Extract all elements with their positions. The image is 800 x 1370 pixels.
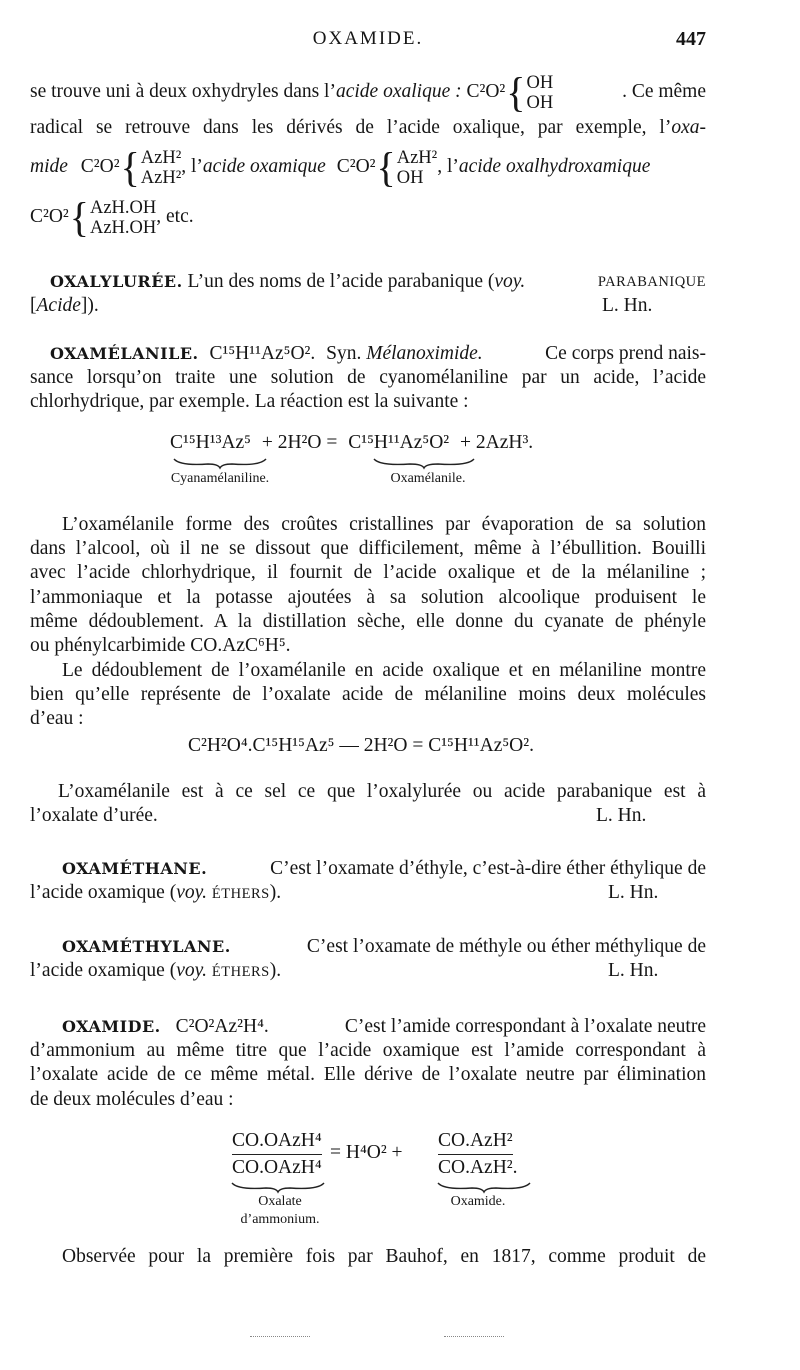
formula-bottom: CO.AzH². xyxy=(438,1157,518,1178)
equation-label: Cyanamélaniline. xyxy=(170,471,270,486)
equation-3-operator: = H⁴O² + xyxy=(330,1142,403,1163)
equation-1 xyxy=(170,432,533,454)
stack-top: OH xyxy=(526,72,554,93)
cross-reference: PARABANIQUE xyxy=(597,274,706,290)
voy-label: voy. xyxy=(494,271,526,292)
paragraph-line: d’eau : xyxy=(30,708,84,729)
entry-text: C’est l’oxamate de méthyle ou éther méthylique de xyxy=(306,936,706,957)
entry-text: l’acide oxamique ( xyxy=(30,882,177,903)
intro-line-2 xyxy=(30,116,706,140)
formula-c2o2: C²O² xyxy=(30,206,69,227)
formula: C²O²Az²H⁴. xyxy=(175,1016,269,1037)
footer-dots xyxy=(444,1336,504,1337)
entry-text: C’est l’amide correspondant à l’oxalate neutre xyxy=(344,1016,706,1037)
voy-label: voy. xyxy=(176,960,208,981)
intro-text: se trouve uni à deux oxhydryles dans l’ xyxy=(30,81,336,102)
voy-label: voy. xyxy=(176,882,208,903)
paragraph-line: ou phénylcarbimide CO.AzC⁶H⁵. xyxy=(30,635,291,656)
stack-top: AzH.OH xyxy=(89,197,157,218)
stack-bottom: OH xyxy=(396,167,424,188)
formula-c2o2: C²O² xyxy=(336,156,376,177)
oxamethylane-entry-line-1 xyxy=(62,935,706,959)
entry-headword: OXAMÉLANILE. xyxy=(50,344,199,363)
formula-stack xyxy=(141,148,181,188)
underbrace-icon xyxy=(374,459,474,468)
equation-label: Oxalate xyxy=(258,1194,302,1209)
entry-text: l’acide oxamique ( xyxy=(30,960,177,981)
running-title: OXAMIDE. xyxy=(312,28,424,49)
oxalyluree-entry-line-2 xyxy=(30,294,706,318)
synonym: Mélanoximide. xyxy=(366,343,483,364)
acide-oxalique-label: acide oxalique : xyxy=(335,81,462,102)
underbrace-icon xyxy=(174,459,266,468)
formula-top: CO.AzH² xyxy=(438,1128,513,1155)
underbrace-icon xyxy=(438,1183,530,1192)
separator: , l’ xyxy=(437,156,459,177)
oxamide-line-2: d’ammonium au même titre que l’acide oxamique est l’amide correspondant à xyxy=(30,1040,706,1061)
formula-c2o2: C²O² xyxy=(80,156,120,177)
entry-text: C’est l’oxamate d’éthyle, c’est-à-dire éther éthylique de xyxy=(270,858,706,879)
bracket-open: [ xyxy=(30,295,37,316)
oxamide-last-line: Observée pour la première fois par Bauhof, en 1817, comme produit de xyxy=(62,1246,706,1267)
left-brace-icon: { xyxy=(376,143,396,191)
cross-reference: ÉTHERS xyxy=(211,886,270,902)
equation-label: Oxamélanile. xyxy=(390,471,466,486)
entry-text: ). xyxy=(269,960,282,981)
entry-text: l’oxalate d’urée. xyxy=(30,805,158,826)
term-oxamelanile: C¹⁵H¹¹Az⁵O² xyxy=(348,432,450,453)
syn-label: Syn. xyxy=(326,343,362,364)
oxamelanile-line-2: sance lorsqu’on traite une solution de cyanomélaniline par un acide, l’acide xyxy=(30,367,706,388)
oxamethylane-entry-line-2 xyxy=(30,959,706,984)
formula-bottom: CO.OAzH⁴ xyxy=(232,1157,322,1178)
acide-oxalhydroxamique-label: acide oxalhydroxamique xyxy=(458,156,651,177)
underbrace-svg xyxy=(228,1180,548,1194)
paragraph-line: l’ammoniaque et la potasse ajoutées à sa solution alcoolique produisent le xyxy=(30,587,706,608)
paragraph-line: Le dédoublement de l’oxamélanile en acide oxalique et en mélaniline montre xyxy=(62,660,706,681)
running-head xyxy=(30,28,706,54)
underbrace-svg xyxy=(170,456,570,470)
entry-text: ). xyxy=(269,882,282,903)
oxamelanile-line-3: chlorhydrique, par exemple. La réaction est la suivante : xyxy=(30,391,469,412)
stack-top: AzH² xyxy=(396,147,438,168)
footer-dots xyxy=(250,1336,310,1337)
oxalyluree-entry-line-1 xyxy=(50,270,706,294)
acide-word: Acide xyxy=(36,295,81,316)
author-signature: L. Hn. xyxy=(608,960,659,981)
equation-operator: + 2H²O = xyxy=(261,432,338,453)
author-signature: L. Hn. xyxy=(608,882,659,903)
term-cyanamelaniline: C¹⁵H¹³Az⁵ xyxy=(170,432,251,453)
entry-headword: OXAMÉTHANE. xyxy=(62,859,208,878)
stack-bottom: OH xyxy=(526,92,554,113)
paragraph-line: bien qu’elle représente de l’oxalate acide de mélaniline moins deux molécules xyxy=(30,684,706,705)
intro-line-3 xyxy=(30,144,706,190)
author-signature: L. Hn. xyxy=(596,805,647,826)
equation-operator: + 2AzH³. xyxy=(460,432,534,453)
entry-headword: OXALYLURÉE. xyxy=(50,272,183,291)
paragraph-line: dans l’alcool, où il ne se dissout que difficilement, même à l’ébullition. Bouilli xyxy=(30,538,706,559)
oxamide-line-4: de deux molécules d’eau : xyxy=(30,1089,234,1110)
intro-line-4 xyxy=(30,194,706,240)
underbrace-icon xyxy=(232,1183,324,1192)
author-signature: L. Hn. xyxy=(602,295,653,316)
stack-bottom: AzH² xyxy=(140,167,182,188)
entry-text: L’un des noms de l’acide parabanique ( xyxy=(187,271,495,292)
left-brace-icon: { xyxy=(506,68,526,116)
paragraph-line: L’oxamélanile forme des croûtes cristallines par évaporation de sa solution xyxy=(62,514,706,535)
entry-text: Ce corps prend nais- xyxy=(545,343,706,364)
oxamethane-entry-line-1 xyxy=(62,857,706,881)
equation-label: d’ammonium. xyxy=(240,1212,320,1227)
separator: , l’ xyxy=(181,156,203,177)
cross-reference: ÉTHERS xyxy=(211,964,270,980)
acide-oxamique-label: acide oxamique xyxy=(202,156,326,177)
etc-text: , etc. xyxy=(156,206,194,227)
left-brace-icon: { xyxy=(120,143,140,191)
oxamide-word: oxa- xyxy=(671,117,706,138)
equation-3-left xyxy=(232,1128,322,1181)
paragraph-line xyxy=(30,804,706,828)
paragraph-line: même dédoublement. A la distillation sèche, elle donne du cyanate de phényle xyxy=(30,611,706,632)
formula-top: CO.OAzH⁴ xyxy=(232,1128,322,1155)
equation-2: C²H²O⁴.C¹⁵H¹⁵Az⁵ — 2H²O = C¹⁵H¹¹Az⁵O². xyxy=(188,735,534,756)
formula: C¹⁵H¹¹Az⁵O². xyxy=(209,343,316,364)
oxamethane-entry-line-2 xyxy=(30,881,706,906)
equation-label: Oxamide. xyxy=(450,1194,506,1209)
formula-stack xyxy=(397,148,437,188)
mide-word: mide xyxy=(30,156,68,177)
entry-text: ]). xyxy=(80,295,99,316)
formula-stack xyxy=(526,73,553,113)
entry-headword: OXAMÉTHYLANE. xyxy=(62,937,231,956)
equation-3-right xyxy=(438,1128,518,1181)
oxamide-entry-line-1 xyxy=(62,1015,706,1039)
entry-headword: OXAMIDE. xyxy=(62,1017,161,1036)
intro-line-1 xyxy=(30,68,706,116)
paragraph-line: L’oxamélanile est à ce sel ce que l’oxalylurée ou acide parabanique est à xyxy=(58,781,706,802)
intro-text-end: . Ce même xyxy=(622,81,706,102)
stack-top: AzH² xyxy=(140,147,182,168)
equation-term xyxy=(170,432,251,454)
intro-text: radical se retrouve dans les dérivés de l’acide oxalique, par exemple, l’ xyxy=(30,117,672,138)
stack-bottom: AzH.OH xyxy=(89,217,157,238)
equation-term xyxy=(348,432,449,454)
paragraph-line: avec l’acide chlorhydrique, il fournit de l’acide oxalique et de la mélaniline ; xyxy=(30,562,706,583)
oxamelanile-entry-line-1 xyxy=(50,342,706,366)
formula-c2o2: C²O² xyxy=(466,81,506,102)
left-brace-icon: { xyxy=(69,193,89,241)
page-number: 447 xyxy=(676,28,706,50)
formula-stack xyxy=(90,198,156,238)
oxamide-line-3: l’oxalate acide de ce même métal. Elle dérive de l’oxalate neutre par élimination xyxy=(30,1064,706,1085)
